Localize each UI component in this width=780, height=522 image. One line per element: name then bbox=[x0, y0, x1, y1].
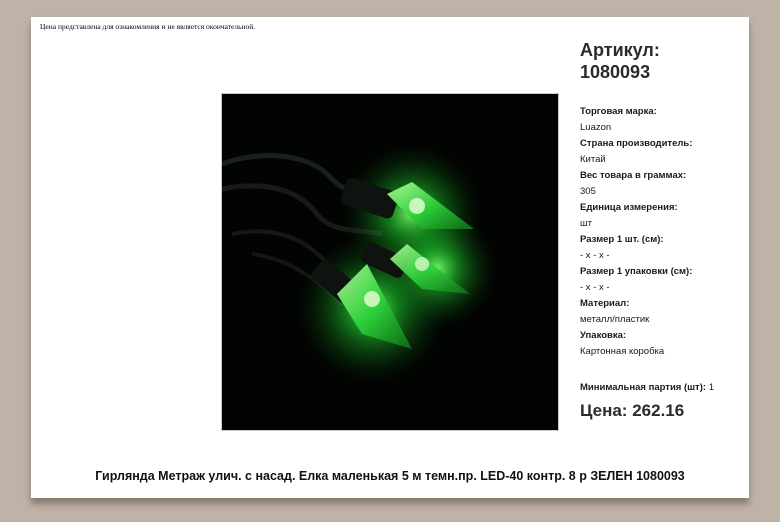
price bbox=[580, 401, 684, 421]
spec-label-material: Материал: bbox=[580, 298, 630, 309]
spec-value-item-size: - x - x - bbox=[580, 250, 610, 261]
price-label: Цена: bbox=[580, 401, 628, 420]
spec-value-material: металл/пластик bbox=[580, 314, 650, 325]
min-batch-label: Минимальная партия (шт): bbox=[580, 382, 707, 393]
spec-value-packaging: Картонная коробка bbox=[580, 346, 665, 357]
spec-label-weight: Вес товара в граммах: bbox=[580, 170, 687, 181]
spec-label-packaging: Упаковка: bbox=[580, 330, 627, 341]
article-number: 1080093 bbox=[580, 62, 651, 82]
spec-value-country: Китай bbox=[580, 154, 606, 165]
product-info-panel bbox=[580, 39, 745, 360]
spec-label-unit: Единица измерения: bbox=[580, 202, 678, 213]
product-title: Гирлянда Метраж улич. с насад. Елка маленькая 5 м темн.пр. LED-40 контр. 8 р ЗЕЛЕН 1080093 bbox=[95, 469, 685, 483]
article-label: Артикул: bbox=[580, 40, 660, 60]
spec-label-country: Страна производитель: bbox=[580, 138, 693, 149]
spec-label-brand: Торговая марка: bbox=[580, 106, 657, 117]
spec-value-package-size: - x - x - bbox=[580, 282, 610, 293]
spec-label-package-size: Размер 1 упаковки (см): bbox=[580, 266, 693, 277]
garland-image bbox=[222, 94, 558, 430]
price-disclaimer: Цена представлена для ознакомления и не является окончательной. bbox=[40, 22, 256, 31]
spec-value-unit: шт bbox=[580, 218, 592, 229]
spec-label-item-size: Размер 1 шт. (см): bbox=[580, 234, 664, 245]
spec-value-weight: 305 bbox=[580, 186, 596, 197]
product-photo bbox=[221, 93, 559, 431]
price-value: 262.16 bbox=[632, 401, 685, 420]
spec-value-brand: Luazon bbox=[580, 122, 612, 133]
min-batch bbox=[580, 382, 714, 393]
min-batch-value: 1 bbox=[708, 382, 714, 393]
spec-list bbox=[580, 104, 745, 360]
product-sheet bbox=[31, 17, 749, 498]
